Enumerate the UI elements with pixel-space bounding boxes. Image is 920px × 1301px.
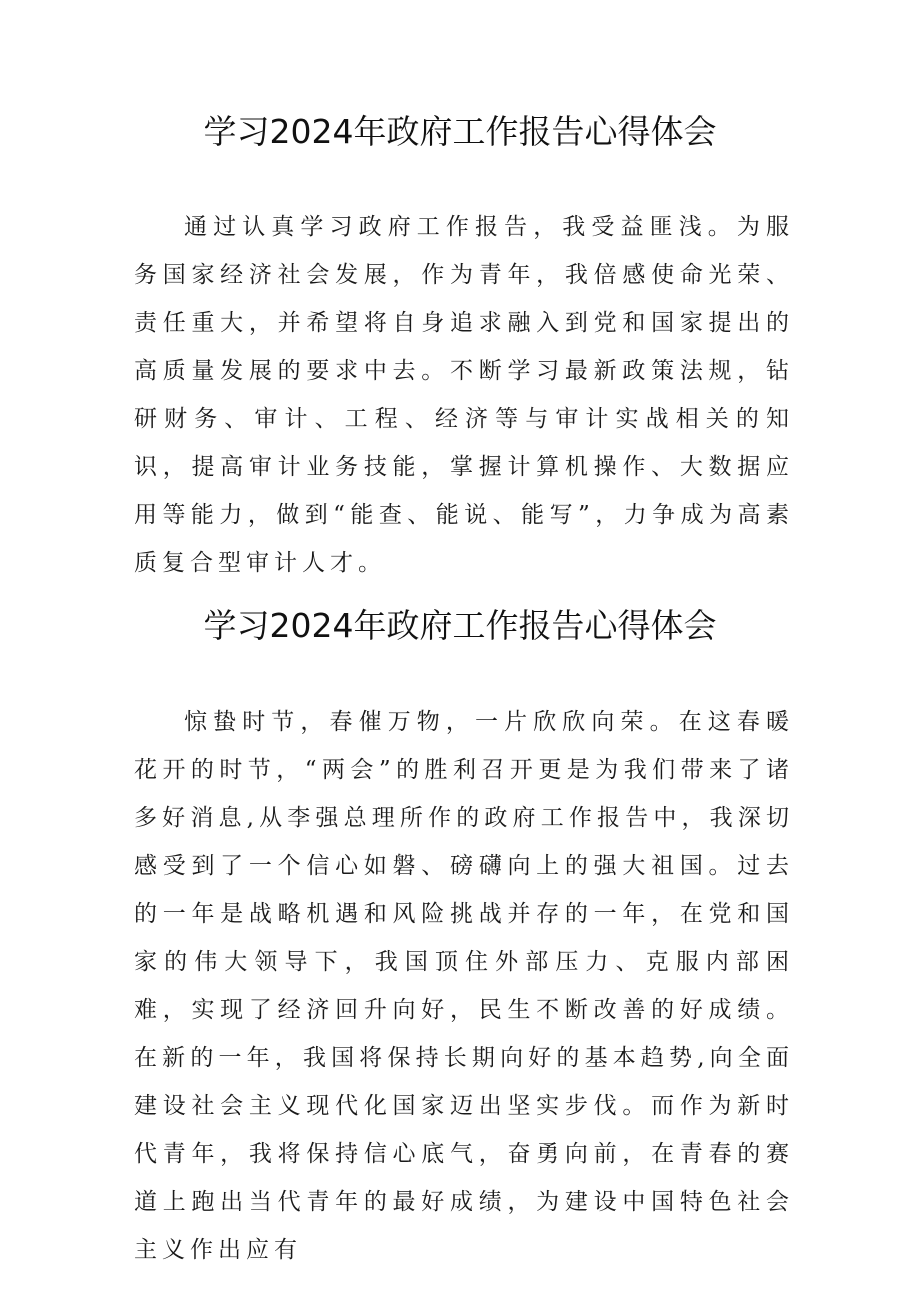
section-1 <box>0 112 920 152</box>
section-paragraph: 惊蛰时节，春催万物，一片欣欣向荣。在这春暖花开的时节，“两会”的胜利召开更是为我们带来了诸多好消息,从李强总理所作的政府工作报告中，我深切感受到了一个信心如磐、磅礴向上的强大祖国。过去的一年是战略机遇和风险挑战并存的一年，在党和国家的伟大领导下，我国顶住外部压力、克服内部困难，实现了经济回升向好，民生不断改善的好成绩。在新的一年，我国将保持长期向好的基本趋势,向全面建设社会主义现代化国家迈出坚实步伐。而作为新时代青年，我将保持信心底气，奋勇向前，在青春的赛道上跑出当代青年的最好成绩，为建设中国特色社会主义作出应有 <box>134 709 794 1263</box>
section-title: 学习2024年政府工作报告心得体会 <box>203 112 717 151</box>
section-paragraph: 通过认真学习政府工作报告，我受益匪浅。为服务国家经济社会发展，作为青年，我倍感使命光荣、责任重大，并希望将自身追求融入到党和国家提出的高质量发展的要求中去。不断学习最新政策法规，钻研财务、审计、工程、经济等与审计实战相关的知识，提高审计业务技能，掌握计算机操作、大数据应用等能力，做到“能查、能说、能写”，力争成为高素质复合型审计人才。 <box>134 214 794 576</box>
section-2 <box>0 606 920 646</box>
section-title: 学习2024年政府工作报告心得体会 <box>203 606 717 645</box>
